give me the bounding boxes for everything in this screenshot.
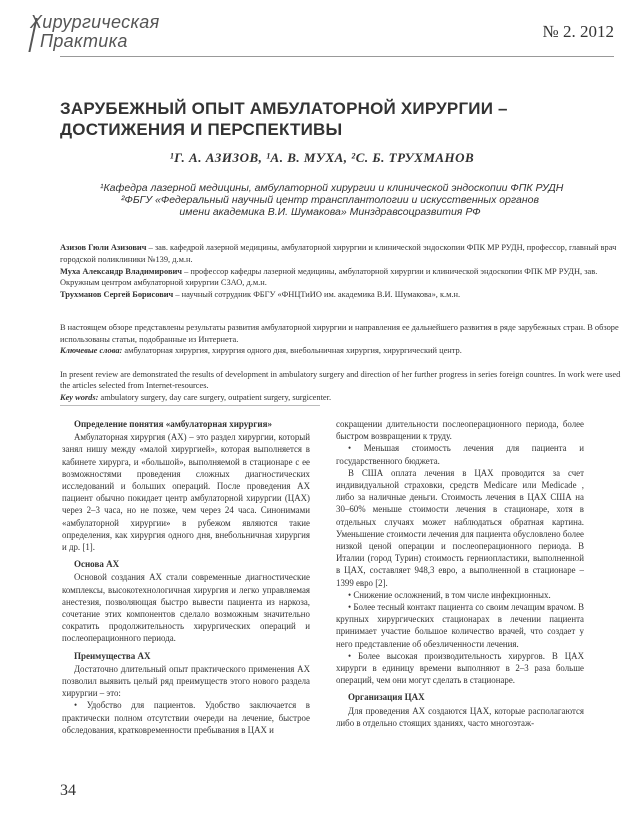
section-heading: Основа АХ: [74, 559, 120, 570]
paragraph: Для проведения АХ создаются ЦАХ, которые располагаются либо в отдельно стоящих зданиях, часто многоэтаж-: [336, 705, 584, 728]
bio-entry: [60, 242, 622, 266]
bio-entry: [60, 266, 622, 290]
bullet-item: • Удобство для пациентов. Удобство заключается в практически полном отсутствии очереди на лечение, быстрое обследования, кратковременности пребывания в ЦАХ и: [62, 700, 310, 735]
bullet-item: • Более тесный контакт пациента со своим лечащим врачом. В крупных хирургических стационарах в лечении пациента принимает участие большое количество врачей, что создает у него представление об обезличенности лечения.: [336, 602, 584, 649]
abstract-ru: В настоящем обзоре представлены результаты развития амбулаторной хирургии и направления ее дальнейшего развития в ряде зарубежных стран. В обзоре использованы статьи, подобранные из Интернета.: [60, 323, 619, 344]
header-rule: [60, 56, 614, 57]
bio-name: Трухманов Сергей Борисович: [60, 290, 174, 300]
bullet-item: • Снижение осложнений, в том числе инфекционных.: [348, 589, 551, 600]
paragraph: В США оплата лечения в ЦАХ проводится за счет индивидуальной страховки, средств Medicare или Medicade , либо за наличные деньги. Стоимость лечения в ЦАХ США на 30–60% меньше стоимости лечения в стационаре, хотя в отдельных случаях может наблюдаться обратная картина. Уменьшение стоимости лечения для пациента обусловлено более низкой ценой операции и послеоперационного периода. В Италии (город Турин) стоимость герниопластики, выполненной в ЦАХ, составляет 948,3 евро, а выполненной в стационаре – 1399 евро [2].: [336, 467, 584, 588]
issue-number: № 2. 2012: [542, 22, 614, 41]
bio-name: Азизов Гюли Азизович: [60, 243, 147, 252]
keywords-en: [60, 392, 622, 404]
journal-name-line2: Практика: [40, 31, 128, 51]
keywords-ru-label: Ключевые слова:: [60, 346, 123, 355]
affiliations: [100, 182, 564, 218]
article-title: ЗАРУБЕЖНЫЙ ОПЫТ АМБУЛАТОРНОЙ ХИРУРГИИ – ДОСТИЖЕНИЯ И ПЕРСПЕКТИВЫ: [60, 99, 508, 139]
paragraph: сокращении длительности послеоперационного периода, более быстром возвращении к труду.: [336, 419, 584, 442]
journal-name-line1: Хирургическая: [30, 12, 160, 32]
bio-text: – профессор кафедры лазерной медицины, амбулаторной хирургии и клинической эндоскопии ФПК МР РУДН, зав. Окружным центром амбулаторной хирургии СЗАО, д.м.н.: [60, 266, 598, 288]
author-bios: [60, 242, 622, 301]
abstract: [60, 322, 622, 403]
bio-name: Муха Александр Владимирович: [60, 266, 183, 276]
section-heading: Организация ЦАХ: [348, 692, 425, 703]
section-heading: Преимущества АХ: [74, 650, 151, 661]
keywords-ru-text: амбулаторная хирургия, хирургия одного дня, внебольничная хирургия, хирургический центр.: [122, 346, 462, 355]
abstract-rule: [60, 405, 320, 406]
bio-entry: [60, 289, 622, 301]
section-heading: Определение понятия «амбулаторная хирургия»: [74, 419, 272, 429]
keywords-ru: [60, 345, 622, 357]
abstract-en: In present review are demonstrated the results of development in ambulatory surgery and direction of her further progress in series foreign countres. In work were used the articles selected from Internet-resources.: [60, 369, 621, 390]
bullet-item: • Более высокая производительность хирургов. В ЦАХ хирурги в единицу времени выполняют в 2–3 раза больше операций, чем они могут сделать в стационаре.: [336, 650, 584, 686]
keywords-en-text: ambulatory surgery, day care surgery, outpatient surgery, surgicenter.: [98, 392, 332, 402]
left-column: [62, 418, 310, 736]
paragraph: Достаточно длительный опыт практического применения АХ позволил выявить целый ряд преимуществ этого нового раздела хирургии – это:: [62, 663, 310, 699]
bio-text: – зав. кафедрой лазерной медицины, амбулаторной хирургии и клинической эндоскопии ФПК МР РУДН, профессор, главный врач городской поликлиники №139, д.м.н.: [60, 243, 617, 264]
page-number: 34: [60, 782, 76, 799]
affiliation-line: ¹Кафедра лазерной медицины, амбулаторной хирургии и клинической эндоскопии ФПК РУДН: [100, 182, 564, 194]
affiliation-line: имени академика В.И. Шумакова» Минздравсоцразвития РФ: [179, 206, 481, 218]
bio-text: – научный сотрудник ФБГУ «ФНЦТиИО им. академика В.И. Шумакова», к.м.н.: [173, 290, 461, 300]
article-authors: ¹Г. А. АЗИЗОВ, ¹А. В. МУХА, ²С. Б. ТРУХМАНОВ: [169, 150, 475, 165]
right-column: [336, 418, 584, 729]
journal-logo: [30, 12, 190, 62]
paragraph: Основой создания АХ стали современные диагностические комплексы, высокотехнологичная хирургия и легко управляемая анестезия, позволяющая быстро вывести пациента из наркоза, сочетание этих компонентов сделало возможным значительно сократить продолжительность хирургических операций и послеоперационного периода.: [62, 572, 310, 644]
keywords-en-label: Key words:: [60, 392, 99, 402]
affiliation-line: ²ФБГУ «Федеральный научный центр трансплантологии и искусственных органов: [120, 194, 539, 206]
bullet-item: • Меньшая стоимость лечения для пациента и государственного бюджета.: [336, 443, 584, 466]
paragraph: Амбулаторная хирургия (АХ) – это раздел хирургии, который занял нишу между «малой хирургией», которая выполняется в кабинете хирурга, и «большой», выполняемой в стационаре с ее возможностями проведения сложных диагностических исследований и больших операций. После проведения АХ пациент обычно покидает центр амбулаторной хирургии (ЦАХ) через 2–3 часа, но не позже, чем через 24 часа. Синонимами «амбулаторной хирургии» в рубежом являются такие определения, как хирургия одного дня, внебольничная хирургия и др. [1].: [62, 432, 310, 553]
